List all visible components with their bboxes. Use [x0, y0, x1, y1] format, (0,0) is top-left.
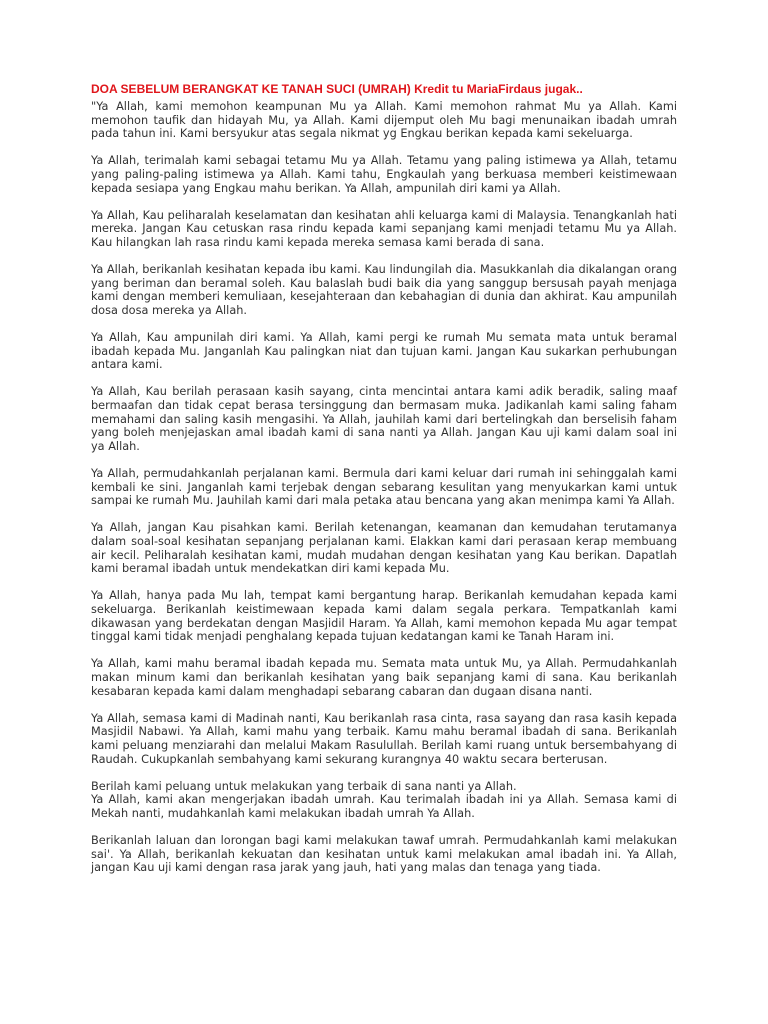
document-title: DOA SEBELUM BERANGKAT KE TANAH SUCI (UMRAH) Kredit tu MariaFirdaus jugak..: [91, 82, 583, 96]
paragraph-11: Ya Allah, semasa kami di Madinah nanti, Kau berikanlah rasa cinta, rasa sayang dan rasa kasih kepada Masjidil Nabawi. Ya Allah, kami mahu yang terbaik. Kamu mahu beramal ibadah di sana. Berikanlah kami peluang menziarahi dan melalui Makam Rasulullah. Berilah kami ruang untuk bersembahyang di Raudah. Cukupkanlah sembahyang kami sekurang kurangnya 40 waktu secara berterusan.: [91, 711, 677, 766]
paragraph-7: Ya Allah, permudahkanlah perjalanan kami. Bermula dari kami keluar dari rumah ini sehinggalah kami kembali ke sini. Janganlah kami terjebak dengan sebarang kesulitan yang menyukarkan kami untuk sampai ke rumah Mu. Jauhilah kami dari mala petaka atau bencana yang akan menimpa kami Ya Allah.: [91, 467, 677, 508]
paragraph-6: Ya Allah, Kau berilah perasaan kasih sayang, cinta mencintai antara kami adik beradik, saling maaf bermaafan dan tidak cepat berasa tersinggung dan bermasam muka. Jadikanlah kami saling faham memahami dan saling kasih mengasihi. Ya Allah, jauhilah kami dari bertelingkah dan berselisih faham yang boleh menjejaskan amal ibadah kami di sana nanti ya Allah. Jangan Kau uji kami dalam soal ini ya Allah.: [91, 385, 677, 453]
paragraph-5: Ya Allah, Kau ampunilah diri kami. Ya Allah, kami pergi ke rumah Mu semata mata untuk beramal ibadah kepada Mu. Janganlah Kau palingkan niat dan tujuan kami. Jangan Kau sukarkan perhubungan antara kami.: [91, 331, 677, 372]
paragraph-3: Ya Allah, Kau peliharalah keselamatan dan kesihatan ahli keluarga kami di Malaysia. Tenangkanlah hati mereka. Jangan Kau cetuskan rasa rindu kepada kami sepanjang kami menjadi tetamu Mu ya Allah. Kau hilangkan lah rasa rindu kami kepada mereka semasa kami berada di sana.: [91, 208, 677, 249]
paragraph-12: Berilah kami peluang untuk melakukan yang terbaik di sana nanti ya Allah.: [91, 779, 517, 793]
document-body: [91, 100, 677, 875]
document-page: [91, 82, 677, 888]
paragraph-9: Ya Allah, hanya pada Mu lah, tempat kami bergantung harap. Berikanlah kemudahan kepada kami sekeluarga. Berikanlah keistimewaan kepada kami dalam segala perkara. Tempatkanlah kami dikawasan yang berdekatan dengan Masjidil Haram. Ya Allah, kami memohon kepada Mu agar tempat tinggal kami tidak menjadi penghalang kepada tujuan kedatangan kami ke Tanah Haram ini.: [91, 589, 677, 644]
paragraph-4: Ya Allah, berikanlah kesihatan kepada ibu kami. Kau lindungilah dia. Masukkanlah dia dikalangan orang yang beriman dan beramal soleh. Kau balaslah budi baik dia yang sanggup bersusah payah menjaga kami dengan memberi kemuliaan, kesejahteraan dan kebahagian di dunia dan akhirat. Kau ampunilah dosa dosa mereka ya Allah.: [91, 263, 677, 317]
paragraph-10: Ya Allah, kami mahu beramal ibadah kepada mu. Semata mata untuk Mu, ya Allah. Permudahkanlah makan minum kami dan berikanlah kesihatan yang baik sepanjang kami di sana. Kau berikanlah kesabaran kepada kami dalam menghadapi sebarang cabaran dan dugaan disana nanti.: [91, 657, 677, 698]
paragraph-8: Ya Allah, jangan Kau pisahkan kami. Berilah ketenangan, keamanan dan kemudahan terutamanya dalam soal-soal kesihatan sepanjang perjalanan kami. Elakkan kami dari perasaan kerap membuang air kecil. Peliharalah kesihatan kami, mudah mudahan dengan kesihatan yang Kau berikan. Dapatlah kami beramal ibadah untuk mendekatkan diri kami kepada Mu.: [91, 521, 677, 576]
paragraph-13: Ya Allah, kami akan mengerjakan ibadah umrah. Kau terimalah ibadah ini ya Allah. Semasa kami di Mekah nanti, mudahkanlah kami melakukan ibadah umrah Ya Allah.: [91, 793, 677, 820]
paragraph-2: Ya Allah, terimalah kami sebagai tetamu Mu ya Allah. Tetamu yang paling istimewa ya Allah, tetamu yang paling-paling istimewa ya Allah. Kami tahu, Engkaulah yang berkuasa memberi keistimewaan kepada sesiapa yang Engkau mahu berikan. Ya Allah, ampunilah diri kami ya Allah.: [91, 154, 677, 195]
paragraph-1: "Ya Allah, kami memohon keampunan Mu ya Allah. Kami memohon rahmat Mu ya Allah. Kami memohon taufik dan hidayah Mu, ya Allah. Kami dijemput oleh Mu bagi menunaikan ibadah umrah pada tahun ini. Kami bersyukur atas segala nikmat yg Engkau berikan kepada kami sekeluarga.: [91, 100, 677, 141]
paragraph-14: Berikanlah laluan dan lorongan bagi kami melakukan tawaf umrah. Permudahkanlah kami melakukan sai'. Ya Allah, berikanlah kekuatan dan kesihatan untuk kami melakukan amal ibadah ini. Ya Allah, jangan Kau uji kami dengan rasa jarak yang jauh, hati yang malas dan tenaga yang tiada.: [91, 834, 677, 875]
